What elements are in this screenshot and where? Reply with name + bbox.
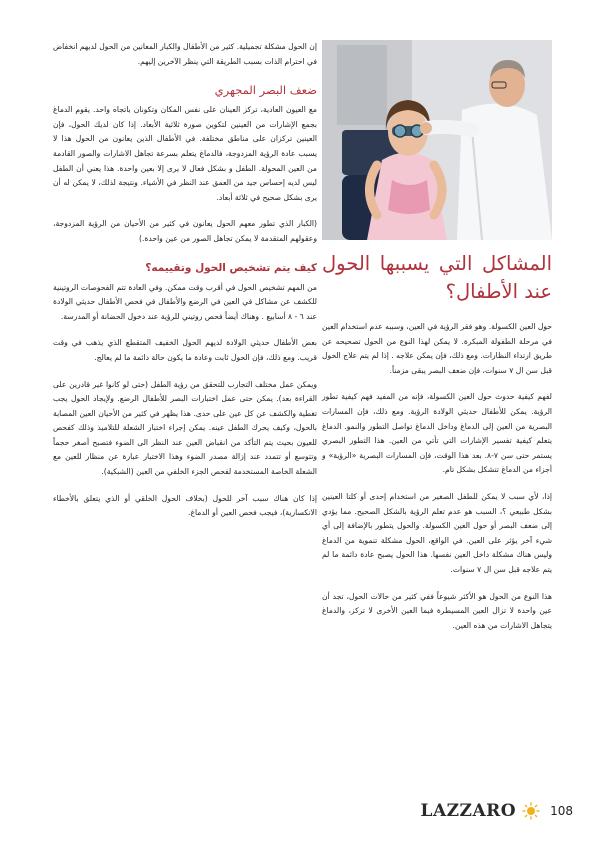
section2-paragraph: من المهم تشخيص الحول في أقرب وقت ممكن. وفي العادة تتم الفحوصات الروتينية للكشف عن مشاكل في العين في الرضع والأطفال في فحص الأطفال حديثي الولادة عند ٦ - ٨ أسابيع . وهناك أيضاً فحص روتيني للرؤية عند دخول الحضانة أو المدرسة. (53, 282, 317, 321)
right-paragraph-3: إذا، لأي سبب لا يمكن للطفل الصغير من استخدام إحدى أو كلتا العينين بشكل طبيعي ؟، السبب هو عدم تعلم الرؤية بالشكل الصحيح. مما يؤدي إلى ضعف البصر أو حول العين الكسولة. والحول يتطور بالإضافة إلى أي شيء آخر يؤثر على العين. في الواقع، الحول مشكلة تنموية من الدماغ وليس هناك مشكلة داخل العين نفسها. هذا الحول يصبح عادة دائمة ما لم يتم علاجه قبل سن ال ٧ سنوات. (322, 491, 552, 574)
right-paragraph-4: هذا النوع من الحول هو الأكثر شيوعاً ففي كثير من حالات الحول، تجد أن عين واحدة لا تزال العين المسيطرة فيما العين الأخرى لا تركز، والدماغ يتجاهل الاشارات من هذه العين. (322, 591, 552, 630)
left-column (53, 40, 317, 533)
page-footer (421, 801, 574, 821)
right-paragraph-1: حول العين الكسولة. وهو فقر الرؤية في العين، وسببه عدم استخدام العين في مرحلة الطفولة المبكرة. لا يمكن لهذا النوع من الحول تصحيحه عن طريق ارتداء النظارات. ومع ذلك، فإن يمكن علاجه . إذا لم يتم علاج الحول قبل سن ال ٧ سنوات، فإن ضعف البصر يبقى مزمناً. (322, 322, 552, 375)
page-number: 108 (550, 804, 573, 818)
eye-exam-photo (322, 40, 552, 240)
section1-paragraph: مع العيون العادية، تركز العينان على نفس المكان وتكونان باتجاه واحد. يقوم الدماغ بجمع الإشارات من العينين لتكوين صورة ثلاثية الأبعاد. إذا كان لديك الحول، فإن العينين تركزان على مناطق مختلفة. في الأطفال الذين يعانون من الحول هذا لا يسبب عادة الرؤية المزدوجة، فالدماغ يتعلم بسرعة تجاهل الاشارات والصور القادمة من العين المحولة. الطفل و بشكل فعال لا يرى إلا بعين واحدة. هذا يعني أن الطفل ليس لديه إحساس جيد من العمق عند النظر في الأشياء. ونتيجة لذلك، لا يمكن له أن يرى بشكل صحيح في ثلاثة أبعاد. (53, 105, 317, 202)
section2-paragraph-2: بعض الأطفال حديثي الولادة لديهم الحول الخفيف المتقطع الذي يذهب في وقت قريب. ومع ذلك، فإن الحول ثابت وعادة ما يكون حالة دائمة ما لم يعالج. (53, 338, 317, 362)
section2-paragraph-3: ويمكن عمل مختلف التجارب للتحقق من رؤية الطفل (حتى لو كانوا غير قادرين على القراءة بعد). يمكن حتى عمل اختبارات البصر للأطفال الرضع. ولإيجاد الحول يجب تغطية والكشف عن كل عين على حدى. هذا يظهر في كثير من الأحيان العين المصابة بالحول، وكيف يحرك الطفل عينه. يمكن إجراء اختبار الشعلة للتلاميذ وذلك كفحص للعيون بحيث يتم التأكد من انقباض العين عند النظر الى الضوء فتصبح أصغر حجماً وتتوسع أو تتمدد عند إزالة مصدر الضوء وهذا الاختبار عبارة عن منظار للعين مع الشعلة الخاصة المستخدمة لفحص الجزء الخلفي من العين (الشبكية). (53, 379, 317, 477)
right-paragraph-2: لفهم كيفية حدوث حول العين الكسولة، فإنه من المفيد فهم كيفية تطور الرؤية. يمكن للأطفال حديثي الولادة الرؤية. ومع ذلك، فإن المسارات البصرية من العين إلى الدماغ وداخل الدماغ تواصل التطور والنمو. الدماغ يتعلم كيفية تفسير الإشارات التي تأتي من العين. هذا التطور البصري يستمر حتى سن ٧-٨. بعد هذا الوقت، فإن المسارات البصرية «الرؤية» و أجزاء من الدماغ تتشكل بشكل تام. (322, 392, 552, 475)
lazzaro-logo (421, 801, 517, 821)
right-column (322, 40, 552, 645)
section-heading-micro-strabismus: ضعف البصر المجهري (214, 83, 317, 98)
section2-paragraph-4: إذا كان هناك سبب آخر للحول (بخلاف الحول الخلقي أو الذي يتعلق بالأخطاء الانكسارية)، فيجب فحص العين أو الدماغ. (53, 493, 317, 518)
logo-text: LAZZARO (420, 801, 517, 821)
article-headline: المشاكل التي يسببها الحول عند الأطفال؟ (322, 252, 552, 303)
intro-paragraph: إن الحول مشكلة تجميلية. كثير من الأطفال والكبار المعانين من الحول لديهم انخفاض في احترام الذات بسبب الطريقة التي ينظر الآخرين إليهم. (53, 42, 317, 66)
section-heading-diagnosis: كيف يتم تشخيص الحول وتقييمه؟ (145, 261, 317, 274)
section1-paragraph-2: (الكبار الذي تطور معهم الحول يعانون في كثير من الأحيان من الرؤية المزدوجة، وعقولهم المتقدمة لا يمكن تجاهل الصور من عين واحدة.) (53, 219, 317, 243)
eye-exam-photo-icon (322, 40, 552, 240)
sun-icon (522, 802, 540, 820)
